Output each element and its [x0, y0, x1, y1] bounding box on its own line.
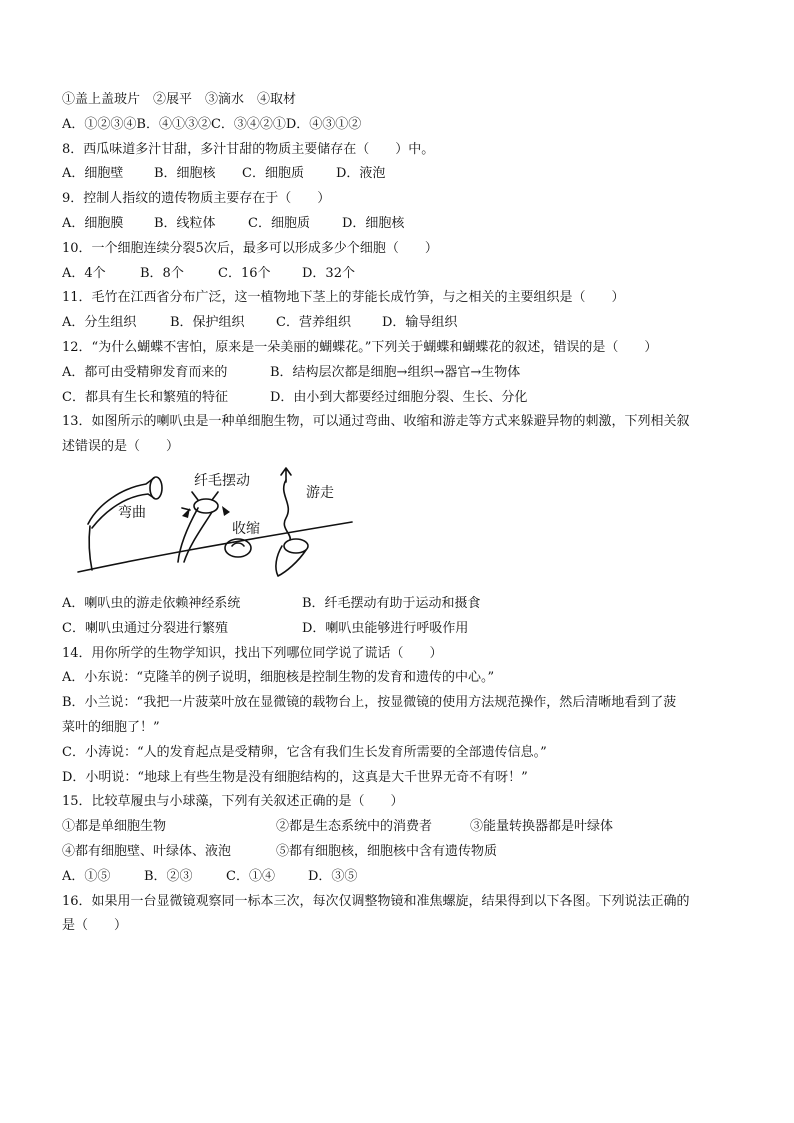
q13-stem-line1: 13．如图所示的喇叭虫是一种单细胞生物，可以通过弯曲、收缩和游走等方式来躲避异物的刺激，下列相关叙 — [62, 414, 690, 430]
q10-option-d: D．32个 — [302, 265, 355, 281]
q11-option-b: B．保护组织 — [170, 315, 245, 331]
q7-options: A．①②③④B．④①③②C．③④②①D．④③①② — [62, 116, 362, 132]
q14-option-b-line1: B．小兰说：“我把一片菠菜叶放在显微镜的载物台上，按显微镜的使用方法规范操作，然后清晰地看到了菠 — [62, 695, 677, 711]
exam-page — [62, 88, 742, 939]
q12-stem: 12．“为什么蝴蝶不害怕，原来是一朵美丽的蝴蝶花。”下列关于蝴蝶和蝴蝶花的叙述，错误的是（ ） — [62, 339, 658, 355]
q7-steps: ①盖上盖玻片 ②展平 ③滴水 ④取材 — [62, 92, 297, 107]
q13-option-d: D．喇叭虫能够进行呼吸作用 — [302, 620, 469, 636]
q13-option-a: A．喇叭虫的游走依赖神经系统 — [62, 595, 241, 611]
q10-option-c: C．16个 — [218, 265, 271, 281]
q15-statement-5: ⑤都有细胞核，细胞核中含有遗传物质 — [276, 843, 498, 859]
q11-option-d: D．输导组织 — [382, 315, 458, 331]
q14-stem: 14．用你所学的生物学知识，找出下列哪位同学说了谎话（ ） — [62, 645, 443, 661]
q15-statements-123 — [62, 815, 742, 840]
q12-options-cd — [62, 386, 742, 411]
q13-option-c: C．喇叭虫通过分裂进行繁殖 — [62, 620, 228, 636]
q11-stem: 11．毛竹在江西省分布广泛，这一植物地下茎上的芽能长成竹笋，与之相关的主要组织是（ ） — [62, 290, 625, 306]
q8-options — [62, 162, 742, 187]
q9-stem: 9．控制人指纹的遗传物质主要存在于（ ） — [62, 191, 331, 207]
q16-stem-line2: 是（ ） — [62, 918, 128, 934]
q8-option-a: A．细胞壁 — [62, 166, 124, 182]
q13-stem-line2: 述错误的是（ ） — [62, 439, 180, 455]
q10-option-b: B．8个 — [140, 265, 184, 281]
bend-mouth — [150, 477, 162, 499]
q9-options — [62, 212, 742, 237]
contract-mouth — [232, 543, 244, 546]
figure-label-cilia: 纤毛摆动 — [194, 472, 250, 489]
q12-option-d: D．由小到大都要经过细胞分裂、生长、分化 — [270, 389, 528, 405]
q15-option-b: B．②③ — [144, 868, 193, 884]
substrate-line — [78, 522, 352, 572]
cilia-mouth — [194, 499, 218, 513]
q10-stem: 10．一个细胞连续分裂5次后，最多可以形成多少个细胞（ ） — [62, 240, 438, 256]
q15-stem: 15．比较草履虫与小球藻，下列有关叙述正确的是（ ） — [62, 794, 404, 810]
q14-option-c: C．小涛说：“人的发育起点是受精卵，它含有我们生长发育所需要的全部遗传信息。” — [62, 744, 547, 760]
q9-option-b: B．线粒体 — [154, 215, 216, 231]
q11-option-a: A．分生组织 — [62, 315, 137, 331]
q15-options — [62, 865, 742, 890]
figure-label-swim: 游走 — [306, 484, 334, 501]
q12-option-c: C．都具有生长和繁殖的特征 — [62, 389, 228, 405]
q16-stem-line1: 16．如果用一台显微镜观察同一标本三次，每次仅调整物镜和准焦螺旋，结果得到以下各图。下列说法正确的 — [62, 893, 690, 909]
q15-statement-2: ②都是生态系统中的消费者 — [276, 819, 433, 835]
q12-option-a: A．都可由受精卵发育而来的 — [62, 364, 228, 380]
swim-trail — [284, 480, 291, 540]
q15-statement-3: ③能量转换器都是叶绿体 — [470, 819, 614, 835]
q15-statements-45 — [62, 840, 742, 865]
figure-label-contract: 收缩 — [232, 520, 260, 537]
q10-options — [62, 262, 742, 287]
q9-option-d: D．细胞核 — [342, 215, 405, 231]
q14-option-d: D．小明说：“地球上有些生物是没有细胞结构的，这真是大千世界无奇不有呀！” — [62, 769, 528, 785]
q8-option-c: C．细胞质 — [242, 166, 304, 182]
cilia-arrow-right — [222, 506, 230, 516]
q15-option-a: A．①⑤ — [62, 868, 111, 884]
q10-option-a: A．4个 — [62, 265, 106, 281]
q12-option-b: B．结构层次都是细胞→组织→器官→生物体 — [270, 364, 521, 380]
q15-option-d: D．③⑤ — [308, 868, 358, 884]
q9-option-c: C．细胞质 — [248, 215, 310, 231]
q8-option-b: B．细胞核 — [154, 166, 216, 182]
bend-stalk — [89, 526, 92, 570]
q9-option-a: A．细胞膜 — [62, 215, 124, 231]
q12-options-ab — [62, 361, 742, 386]
q13-option-b: B．纤毛摆动有助于运动和摄食 — [302, 595, 481, 611]
motion-arrows — [182, 506, 230, 518]
q14-option-a: A．小东说：“克隆羊的例子说明，细胞核是控制生物的发育和遗传的中心。” — [62, 670, 495, 686]
q8-stem: 8．西瓜味道多汁甘甜，多汁甘甜的物质主要储存在（ ）中。 — [62, 141, 435, 157]
q15-statement-4: ④都有细胞壁、叶绿体、液泡 — [62, 843, 232, 859]
q15-option-c: C．①④ — [226, 868, 275, 884]
q13-options-ab — [62, 592, 742, 617]
q14-option-b-line2: 菜叶的细胞了！” — [62, 719, 160, 735]
q8-option-d: D．液泡 — [336, 166, 386, 182]
swim-mouth — [284, 539, 308, 553]
swim-body — [276, 546, 306, 576]
q11-option-c: C．营养组织 — [276, 315, 351, 331]
q13-options-cd — [62, 617, 742, 642]
figure-label-bend: 弯曲 — [118, 504, 146, 521]
cilia-body-right — [184, 512, 212, 562]
q11-options — [62, 311, 742, 336]
q15-statement-1: ①都是单细胞生物 — [62, 819, 167, 835]
trumpet-animalcule-figure — [62, 464, 362, 586]
